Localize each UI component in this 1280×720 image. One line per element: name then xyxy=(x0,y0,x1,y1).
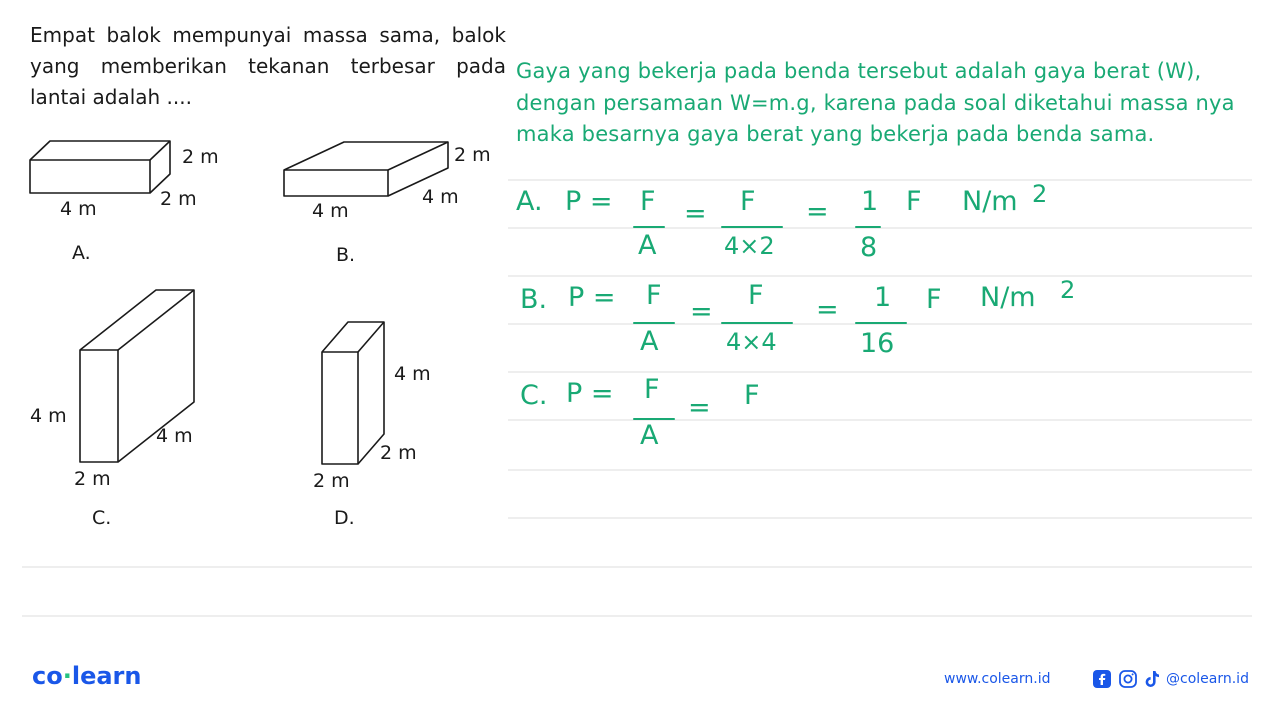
work-a-exp: 2 xyxy=(1032,180,1048,208)
work-b-unit: N/m xyxy=(980,282,1036,313)
work-a-a1: A xyxy=(638,230,657,261)
box-b-length-label: 4 m xyxy=(312,200,349,222)
box-a-length-label: 4 m xyxy=(60,198,97,220)
brand-left: co xyxy=(32,662,63,690)
work-c-label: C. xyxy=(520,380,548,411)
work-b-p: P = xyxy=(568,282,616,313)
social-handle[interactable]: @colearn.id xyxy=(1166,671,1249,687)
work-b-denominator: 16 xyxy=(860,328,895,359)
explanation-text: Gaya yang bekerja pada benda tersebut adalah gaya berat (W), dengan persamaan W=m.g, karena pada soal diketahui massa nya maka besarnya gaya berat yang bekerja pada benda sama. xyxy=(516,59,1235,146)
work-a-numerator: 1 xyxy=(861,186,879,217)
box-c-height-label: 4 m xyxy=(30,405,67,427)
box-d-length-label: 2 m xyxy=(380,442,417,464)
work-c-a1: A xyxy=(640,420,659,451)
work-b-eq1: = xyxy=(690,296,713,327)
work-a-eq1: = xyxy=(684,198,707,229)
work-a-p: P = xyxy=(565,186,613,217)
work-c-eq1: = xyxy=(688,392,711,423)
box-a-width-label: 2 m xyxy=(160,188,197,210)
work-a-unit: N/m xyxy=(962,186,1018,217)
work-a-label: A. xyxy=(516,186,543,217)
work-b-f: F xyxy=(926,284,942,315)
work-b-a1: A xyxy=(640,326,659,357)
work-b-label: B. xyxy=(520,284,548,315)
tiktok-icon[interactable] xyxy=(1142,669,1162,689)
box-a-height-label: 2 m xyxy=(182,146,219,168)
work-a-a2: 4×2 xyxy=(724,232,775,260)
work-a-f1: F xyxy=(640,186,656,217)
box-d-height-label: 4 m xyxy=(394,363,431,385)
box-c-length-label: 4 m xyxy=(156,425,193,447)
work-b-exp: 2 xyxy=(1060,276,1076,304)
colearn-logo xyxy=(32,662,141,690)
box-d-width-label: 2 m xyxy=(313,470,350,492)
option-a-letter: A. xyxy=(72,242,91,264)
website-link[interactable]: www.colearn.id xyxy=(944,671,1051,687)
box-c-width-label: 2 m xyxy=(74,468,111,490)
work-b-numerator: 1 xyxy=(874,282,892,313)
work-a-f: F xyxy=(906,186,922,217)
work-b-eq2: = xyxy=(816,294,839,325)
work-c-p: P = xyxy=(566,378,614,409)
brand-dot: · xyxy=(62,662,72,690)
work-b-a2: 4×4 xyxy=(726,328,777,356)
work-c-f: F xyxy=(744,380,760,411)
work-b-f1: F xyxy=(646,280,662,311)
brand-right: learn xyxy=(71,662,142,690)
box-b-width-label: 4 m xyxy=(422,186,459,208)
work-a-eq2: = xyxy=(806,196,829,227)
work-a-denominator: 8 xyxy=(860,232,878,263)
option-c-letter: C. xyxy=(92,507,112,529)
option-d-letter: D. xyxy=(334,507,355,529)
facebook-icon[interactable] xyxy=(1092,669,1112,689)
work-b-f2: F xyxy=(748,280,764,311)
work-a-f2: F xyxy=(740,186,756,217)
question-text: Empat balok mempunyai massa sama, balok yang memberikan tekanan terbesar pada lantai adalah .... xyxy=(30,23,506,109)
box-b-height-label: 2 m xyxy=(454,144,491,166)
work-c-f1: F xyxy=(644,374,660,405)
instagram-icon[interactable] xyxy=(1118,669,1138,689)
option-b-letter: B. xyxy=(336,244,356,266)
